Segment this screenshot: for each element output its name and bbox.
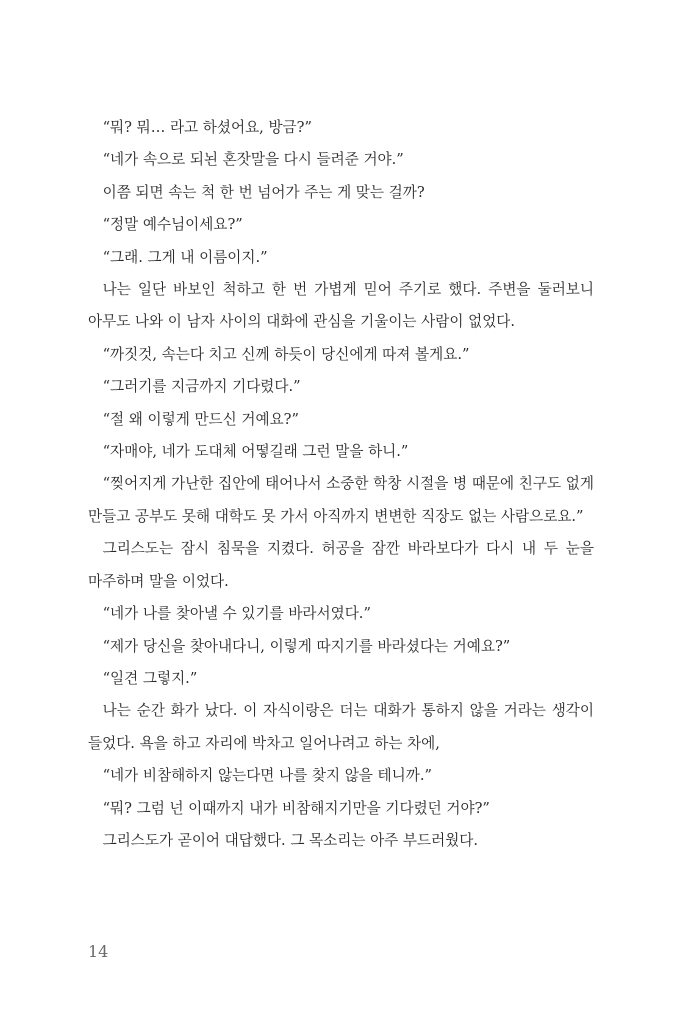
paragraph: “까짓것, 속는다 치고 신께 하듯이 당신에게 따져 볼게요.” — [102, 345, 470, 363]
paragraph: “찢어지게 가난한 집안에 태어나서 소중한 학창 시절을 병 때문에 친구도 없게 만들고 공부도 못해 대학도 못 가서 아직까지 변변한 직장도 없는 사람으로요.” — [88, 475, 594, 525]
page-number: 14 — [88, 942, 109, 961]
paragraph: 나는 일단 바보인 척하고 한 번 가볍게 믿어 주기로 했다. 주변을 둘러보니 아무도 나와 이 남자 사이의 대화에 관심을 기울이는 사람이 없었다. — [88, 281, 594, 331]
paragraph: 이쯤 되면 속는 척 한 번 넘어가 주는 게 맞는 걸까? — [102, 183, 425, 201]
body-text — [88, 112, 594, 857]
paragraph: “제가 당신을 찾아내다니, 이렇게 따지기를 바라셨다는 거예요?” — [102, 637, 511, 655]
paragraph: “절 왜 이렇게 만드신 거예요?” — [102, 410, 299, 428]
paragraph: “일견 그렇지.” — [102, 669, 198, 687]
paragraph: “그래. 그게 내 이름이지.” — [102, 248, 268, 266]
paragraph: “뭐? 그럼 넌 이때까지 내가 비참해지기만을 기다렸던 거야?” — [102, 799, 490, 817]
paragraph: “자매야, 네가 도대체 어떻길래 그런 말을 하니.” — [102, 443, 409, 461]
paragraph: “네가 속으로 되뇐 혼잣말을 다시 들려준 거야.” — [102, 151, 404, 169]
paragraph: “정말 예수님이세요?” — [102, 216, 243, 234]
paragraph: “그러기를 지금까지 기다렸다.” — [102, 378, 301, 396]
paragraph: “네가 나를 찾아낼 수 있기를 바라서였다.” — [102, 605, 371, 623]
paragraph: 그리스도가 곧이어 대답했다. 그 목소리는 아주 부드러웠다. — [102, 831, 479, 849]
paragraph: 나는 순간 화가 났다. 이 자식이랑은 더는 대화가 통하지 않을 거라는 생각이 들었다. 욕을 하고 자리에 박차고 일어나려고 하는 차에, — [88, 702, 594, 752]
paragraph: 그리스도는 잠시 침묵을 지켰다. 허공을 잠깐 바라보다가 다시 내 두 눈을 마주하며 말을 이었다. — [88, 540, 594, 590]
paragraph: “뭐? 뭐… 라고 하셨어요, 방금?” — [102, 119, 312, 136]
paragraph: “네가 비참해하지 않는다면 나를 찾지 않을 테니까.” — [102, 767, 432, 785]
